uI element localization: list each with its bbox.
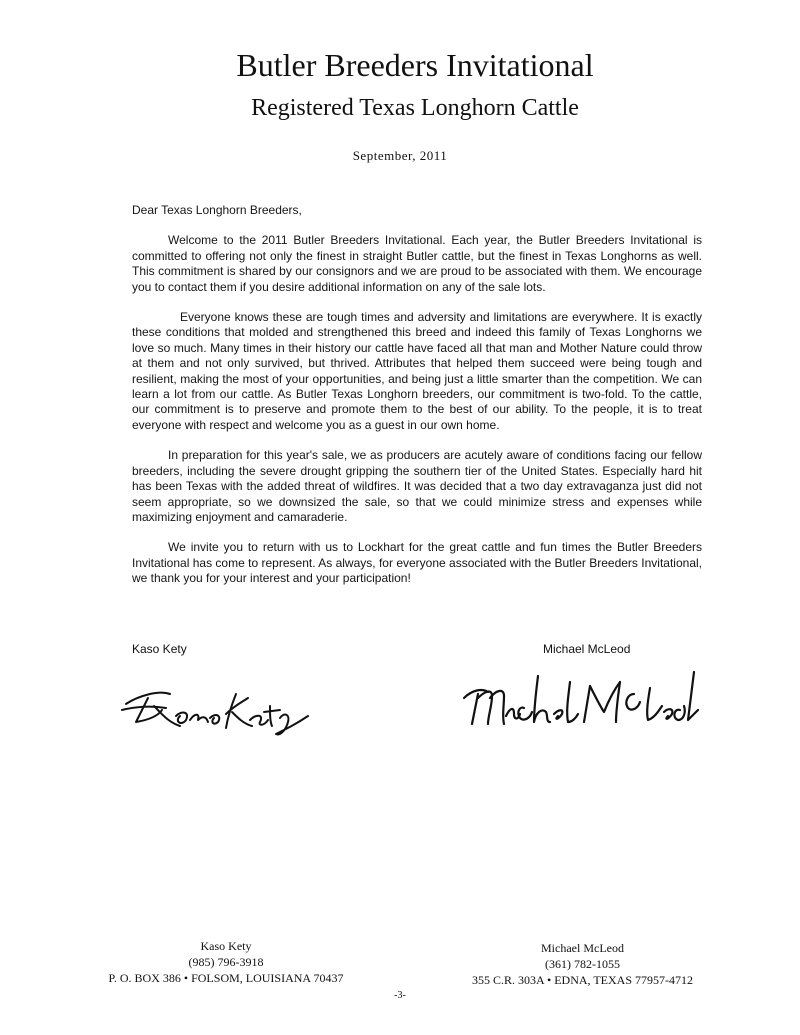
footer-contact-left	[86, 938, 366, 986]
footer-address-left: P. O. BOX 386 • FOLSOM, LOUISIANA 70437	[108, 971, 344, 985]
paragraph-preparation: In preparation for this year's sale, we as producers are acutely aware of conditions facing our fellow breeders, including the severe drought gripping the southern tier of the United States. Especially hard hit has been Texas with the added threat of wildfires. It was decided that a two day extravaganza just did not seem appropriate, so we downsized the sale, so that we could minimize stress and expenses while maximizing enjoyment and camaraderie.	[132, 448, 702, 524]
signature-kaso-kety	[118, 676, 318, 736]
signer-name-right: Michael McLeod	[543, 642, 631, 656]
document-title: Butler Breeders Invitational	[236, 47, 594, 83]
paragraph-welcome: Welcome to the 2011 Butler Breeders Invitational. Each year, the Butler Breeders Invitational is committed to offering not only the finest in straight Butler cattle, but the finest in Texas Longhorns as well. This commitment is shared by our consignors and we are proud to be associated with them. We encourage you to contact them if you desire additional information on any of the sale lots.	[132, 233, 702, 294]
footer-phone-right: (361) 782-1055	[545, 957, 620, 971]
page-number: -3-	[394, 990, 406, 1001]
footer-phone-left: (985) 796-3918	[188, 955, 264, 969]
signer-name-left: Kaso Kety	[132, 642, 187, 656]
footer-contact-right	[445, 940, 720, 988]
paragraph-tough-times: Everyone knows these are tough times and adversity and limitations are everywhere. It is exactly these conditions that molded and strengthened this breed and indeed this family of Texas Longhorns we love so much. Many times in their history our cattle have faced all that man and Mother Nature could throw at them and not only survived, but thrived. Attributes that helped them succeed were being tough and resilient, making the most of your opportunities, and being just a little smarter than the competition. We can learn a lot from our cattle. As Butler Texas Longhorn breeders, our commitment is two-fold. To the cattle, our commitment is to preserve and promote them to the best of our ability. To the people, it is to treat everyone with respect and welcome you as a guest in our own home.	[132, 310, 702, 432]
footer-name-left: Kaso Kety	[200, 939, 252, 953]
letter-date: September, 2011	[352, 148, 448, 163]
footer-address-right: 355 C.R. 303A • EDNA, TEXAS 77957-4712	[472, 973, 693, 987]
footer-name-right: Michael McLeod	[541, 941, 624, 955]
paragraph-invitation: We invite you to return with us to Lockhart for the great cattle and fun times the Butler Breeders Invitational has come to represent. As always, for everyone associated with the Butler Breeders Invitational, we thank you for your interest and your participation!	[132, 540, 702, 586]
salutation: Dear Texas Longhorn Breeders,	[132, 203, 302, 217]
signature-michael-mcleod	[458, 668, 703, 730]
letter-body	[132, 203, 702, 602]
document-subtitle: Registered Texas Longhorn Cattle	[251, 95, 579, 121]
